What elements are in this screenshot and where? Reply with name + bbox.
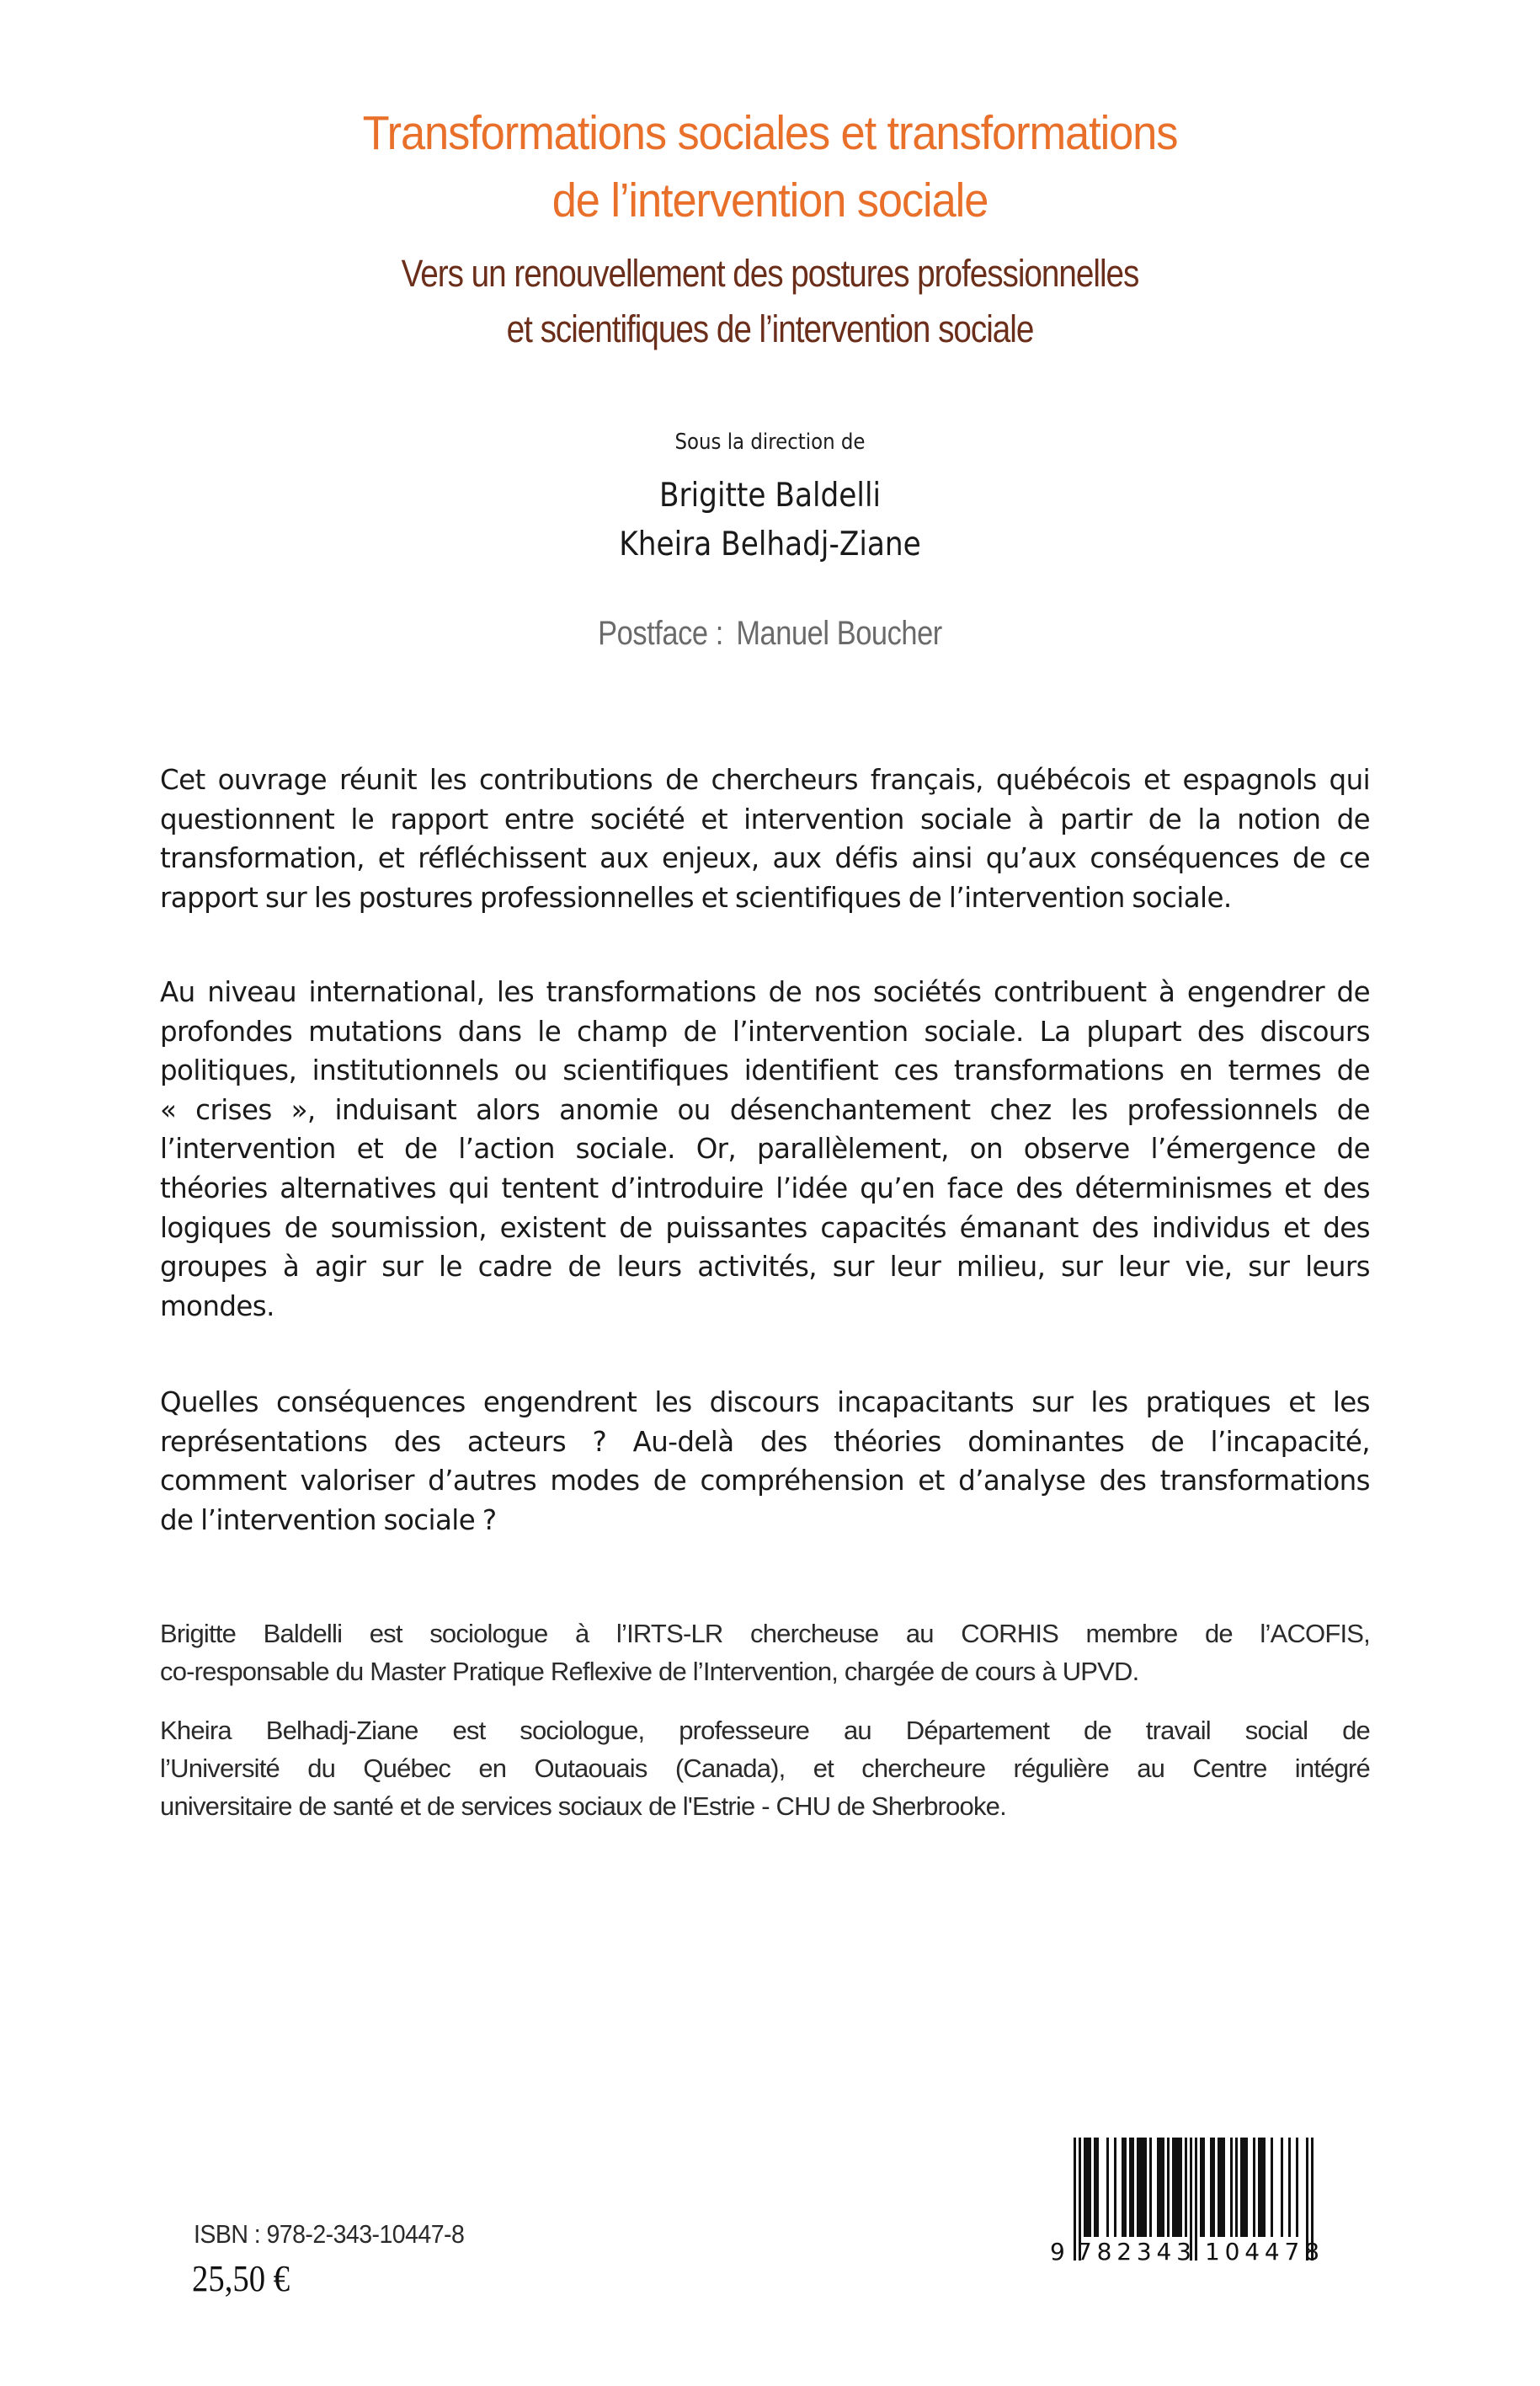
barcode-bar: [1132, 2138, 1134, 2237]
text-line: rapport sur les postures professionnelles et scientifiques de l’intervention sociale.: [160, 881, 1232, 914]
text-line: politiques, institutionnels ou scientifiques identifient ces transformations en termes de: [160, 1054, 1370, 1087]
barcode-bar: [1124, 2138, 1127, 2237]
postface-label: Postface :: [598, 615, 723, 652]
barcode-bar: [1240, 2138, 1243, 2237]
barcode-graphic: [1048, 2136, 1339, 2262]
text-line: groupes à agir sur le cadre de leurs activités, sur leur milieu, sur leur vie, sur leurs: [160, 1251, 1370, 1284]
text-line: de l’intervention sociale ?: [160, 1503, 497, 1536]
barcode-digits-left: 782343: [1077, 2238, 1191, 2262]
barcode-bar: [1157, 2138, 1159, 2237]
barcode-bar: [1086, 2138, 1089, 2237]
barcode-digits-right: 104478: [1205, 2238, 1319, 2262]
barcode-bar: [1144, 2138, 1147, 2237]
text-line: comment valoriser d’autres modes de compréhension et d’analyse des transformations: [160, 1465, 1370, 1497]
text-line: Kheira Belhadj-Ziane est sociologue, professeure au Département de travail social de: [160, 1716, 1370, 1745]
barcode-bar: [1172, 2138, 1175, 2237]
text-line: « crises », induisant alors anomie ou désenchantement chez les professionnels de: [160, 1093, 1370, 1126]
barcode-digits: [1050, 2238, 1319, 2262]
text-line: universitaire de santé et de services sociaux de l'Estrie - CHU de Sherbrooke.: [160, 1791, 1006, 1821]
direction-label: Sous la direction de: [674, 430, 866, 455]
barcode-bar: [1200, 2138, 1202, 2237]
postface-credit: [108, 615, 1432, 653]
barcode-bar: [1202, 2138, 1205, 2237]
barcode-bar: [1084, 2138, 1086, 2237]
text-line: questionnent le rapport entre société et intervention sociale à partir de la notion de: [160, 803, 1370, 835]
blurb-paragraph: [160, 1383, 1370, 1540]
barcode-bar: [1253, 2138, 1255, 2237]
book-subtitle-line: et scientifiques de l’intervention sociale: [506, 307, 1034, 350]
barcode-bar: [1220, 2138, 1223, 2237]
text-line: représentations des acteurs ? Au-delà des théories dominantes de l’incapacité,: [160, 1425, 1370, 1458]
barcode-bar: [1210, 2138, 1212, 2237]
barcode-bar: [1263, 2138, 1266, 2237]
barcode-bar: [1094, 2138, 1096, 2237]
barcode: [1048, 2136, 1339, 2262]
barcode-bar: [1288, 2138, 1291, 2237]
book-subtitle: [108, 246, 1432, 357]
price: 25,50 €: [192, 2258, 290, 2299]
text-line: mondes.: [160, 1289, 274, 1322]
book-title-line: Transformations sociales et transformations: [362, 106, 1178, 160]
barcode-bar: [1137, 2138, 1139, 2237]
barcode-bar: [1162, 2138, 1164, 2237]
text-line: logiques de soumission, existent de puissantes capacités émanant des individus et des: [160, 1211, 1370, 1244]
barcode-bar: [1159, 2138, 1162, 2237]
barcode-bar: [1218, 2138, 1220, 2237]
barcode-bar: [1258, 2138, 1260, 2237]
blurb-paragraph: [160, 973, 1370, 1326]
book-title-line: de l’intervention sociale: [552, 173, 988, 227]
postface-author: Manuel Boucher: [736, 615, 942, 652]
barcode-bar: [1142, 2138, 1144, 2237]
barcode-bar: [1149, 2138, 1152, 2237]
barcode-bar: [1271, 2138, 1273, 2237]
text-line: théories alternatives qui tentent d’introduire l’idée qu’en face des déterminismes et des: [160, 1172, 1370, 1204]
text-line: Quelles conséquences engendrent les discours incapacitants sur les pratiques et les: [160, 1386, 1370, 1418]
barcode-bar: [1235, 2138, 1238, 2237]
barcode-bar: [1185, 2138, 1187, 2237]
author-bio: [160, 1711, 1370, 1825]
barcode-bar: [1106, 2138, 1109, 2237]
barcode-bar: [1175, 2138, 1177, 2237]
barcode-bar: [1180, 2138, 1182, 2237]
barcode-bar: [1212, 2138, 1215, 2237]
text-line: co-responsable du Master Pratique Reflexive de l’Intervention, chargée de cours à UPVD.: [160, 1657, 1139, 1686]
barcode-bar: [1074, 2138, 1076, 2261]
barcode-bar: [1296, 2138, 1298, 2237]
barcode-bar: [1089, 2138, 1091, 2237]
barcode-bar: [1177, 2138, 1180, 2237]
barcode-bar: [1096, 2138, 1099, 2237]
barcode-bar: [1230, 2138, 1233, 2237]
text-line: transformation, et réfléchissent aux enjeux, aux défis ainsi qu’aux conséquences de ce: [160, 842, 1370, 875]
isbn: ISBN : 978-2-343-10447-8: [194, 2219, 465, 2249]
barcode-bar: [1243, 2138, 1245, 2237]
barcode-bar: [1281, 2138, 1283, 2237]
barcode-bar: [1245, 2138, 1248, 2237]
text-line: Cet ouvrage réunit les contributions de chercheurs français, québécois et espagnols qui: [160, 764, 1370, 796]
book-subtitle-line: Vers un renouvellement des postures professionnelles: [401, 252, 1139, 295]
text-line: l’Université du Québec en Outaouais (Canada), et chercheure régulière au Centre intégré: [160, 1753, 1370, 1783]
editor-name: Kheira Belhadj-Ziane: [619, 526, 921, 563]
editor-name: Brigitte Baldelli: [658, 477, 882, 515]
barcode-bar: [1195, 2138, 1197, 2261]
text-line: profondes mutations dans le champ de l’intervention sociale. La plupart des discours: [160, 1015, 1370, 1048]
barcode-bar: [1223, 2138, 1225, 2237]
barcode-bar: [1260, 2138, 1263, 2237]
barcode-bar: [1114, 2138, 1116, 2237]
text-line: l’intervention et de l’action sociale. Or, parallèlement, on observe l’émergence de: [160, 1133, 1370, 1166]
book-title: [61, 99, 1479, 234]
text-line: Brigitte Baldelli est sociologue à l’IRTS-LR chercheuse au CORHIS membre de l’ACOFIS,: [160, 1619, 1370, 1648]
author-bio: [160, 1615, 1370, 1690]
barcode-bar: [1129, 2138, 1132, 2237]
text-line: Au niveau international, les transformations de nos sociétés contribuent à engendrer de: [160, 976, 1370, 1008]
blurb-paragraph: [160, 761, 1370, 917]
barcode-bar: [1167, 2138, 1170, 2237]
barcode-bar: [1139, 2138, 1142, 2237]
barcode-bar: [1122, 2138, 1124, 2237]
barcode-digit-first: 9: [1050, 2238, 1065, 2262]
editors: [93, 472, 1448, 569]
